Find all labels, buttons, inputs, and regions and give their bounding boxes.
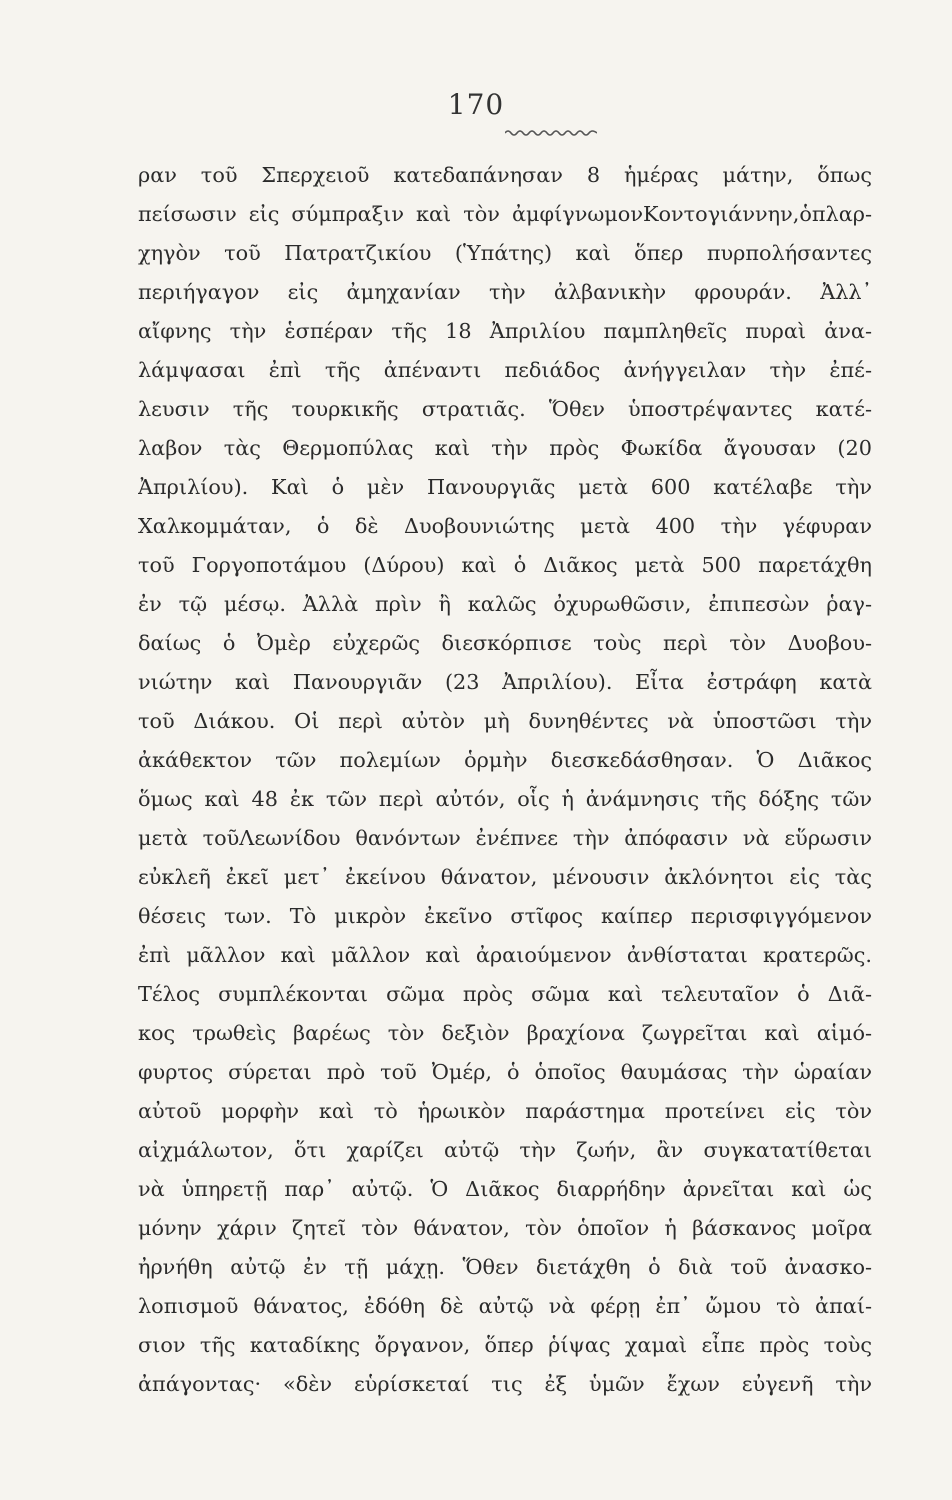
text-line: λάμψασαι ἐπὶ τῆς ἀπέναντι πεδιάδος ἀνήγγειλαν τὴν ἐπέ-: [138, 358, 872, 382]
text-line: λοπισμοῦ θάνατος, ἐδόθη δὲ αὐτῷ νὰ φέρῃ ἐπ᾽ ὤμου τὸ ἀπαί-: [138, 1294, 872, 1318]
text-line: μετὰ τοῦΛεωνίδου θανόντων ἐνέπνεε τὴν ἀπόφασιν νὰ εὕρωσιν: [138, 826, 872, 850]
text-line: εὐκλεῆ ἐκεῖ μετ᾽ ἐκείνου θάνατον, μένουσιν ἀκλόνητοι εἰς τὰς: [138, 865, 872, 889]
text-line: λευσιν τῆς τουρκικῆς στρατιᾶς. Ὅθεν ὑποστρέψαντες κατέ-: [138, 397, 872, 421]
text-line: τοῦ Διάκου. Οἱ περὶ αὐτὸν μὴ δυνηθέντες νὰ ὑποστῶσι τὴν: [138, 709, 872, 733]
text-line: ἐν τῷ μέσῳ. Ἀλλὰ πρὶν ἢ καλῶς ὀχυρωθῶσιν, ἐπιπεσὼν ῥαγ-: [138, 592, 872, 616]
text-line: σιον τῆς καταδίκης ὄργανον, ὅπερ ῥίψας χαμαὶ εἶπε πρὸς τοὺς: [138, 1333, 872, 1357]
text-line: Ἀπριλίου). Καὶ ὁ μὲν Πανουργιᾶς μετὰ 600 κατέλαβε τὴν: [138, 475, 872, 499]
text-line: μόνην χάριν ζητεῖ τὸν θάνατον, τὸν ὁποῖον ἡ βάσκανος μοῖρα: [138, 1216, 872, 1240]
page-number: 170: [447, 88, 505, 121]
text-line: πείσωσιν εἰς σύμπραξιν καὶ τὸν ἀμφίγνωμονΚοντογιάννην,ὁπλαρ-: [138, 202, 872, 226]
text-line: δαίως ὁ Ὀμὲρ εὐχερῶς διεσκόρπισε τοὺς περὶ τὸν Δυοβου-: [138, 631, 872, 655]
text-line: θέσεις των. Τὸ μικρὸν ἐκεῖνο στῖφος καίπερ περισφιγγόμενον: [138, 904, 872, 928]
text-line: λαβον τὰς Θερμοπύλας καὶ τὴν πρὸς Φωκίδα ἄγουσαν (20: [138, 436, 872, 460]
text-line: ραν τοῦ Σπερχειοῦ κατεδαπάνησαν 8 ἡμέρας μάτην, ὅπως: [138, 163, 872, 187]
text-line: νιώτην καὶ Πανουργιᾶν (23 Ἀπριλίου). Εἶτα ἐστράφη κατὰ: [138, 670, 872, 694]
text-line: ὅμως καὶ 48 ἐκ τῶν περὶ αὐτόν, οἷς ἡ ἀνάμνησις τῆς δόξης τῶν: [138, 787, 872, 811]
text-line: τοῦ Γοργοποτάμου (Δύρου) καὶ ὁ Διᾶκος μετὰ 500 παρετάχθη: [138, 553, 872, 577]
body-text: [138, 156, 872, 1404]
text-line: κος τρωθεὶς βαρέως τὸν δεξιὸν βραχίονα ζωγρεῖται καὶ αἱμό-: [138, 1021, 872, 1045]
text-line: αὐτοῦ μορφὴν καὶ τὸ ἡρωικὸν παράστημα προτείνει εἰς τὸν: [138, 1099, 872, 1123]
text-line: Τέλος συμπλέκονται σῶμα πρὸς σῶμα καὶ τελευταῖον ὁ Διᾶ-: [138, 982, 872, 1006]
text-line: αἰχμάλωτον, ὅτι χαρίζει αὐτῷ τὴν ζωήν, ἂν συγκατατίθεται: [138, 1138, 872, 1162]
text-line: ἀκάθεκτον τῶν πολεμίων ὁρμὴν διεσκεδάσθησαν. Ὁ Διᾶκος: [138, 748, 872, 772]
ornament-rule: [505, 128, 597, 138]
text-line: χηγὸν τοῦ Πατρατζικίου (Ὑπάτης) καὶ ὅπερ πυρπολήσαντες: [138, 241, 872, 265]
text-line: ἠρνήθη αὐτῷ ἐν τῇ μάχῃ. Ὅθεν διετάχθη ὁ διὰ τοῦ ἀνασκο-: [138, 1255, 872, 1279]
text-line: ἀπάγοντας· «δὲν εὑρίσκεταί τις ἐξ ὑμῶν ἔχων εὐγενῆ τὴν: [138, 1372, 872, 1396]
text-line: περιήγαγον εἰς ἀμηχανίαν τὴν ἀλβανικὴν φρουράν. Ἀλλ᾽: [138, 280, 872, 304]
text-line: Χαλκομμάταν, ὁ δὲ Δυοβουνιώτης μετὰ 400 τὴν γέφυραν: [138, 514, 872, 538]
text-line: νὰ ὑπηρετῇ παρ᾽ αὐτῷ. Ὁ Διᾶκος διαρρήδην ἀρνεῖται καὶ ὡς: [138, 1177, 872, 1201]
text-line: φυρτος σύρεται πρὸ τοῦ Ὀμέρ, ὁ ὁποῖος θαυμάσας τὴν ὡραίαν: [138, 1060, 872, 1084]
text-line: αἴφνης τὴν ἑσπέραν τῆς 18 Ἀπριλίου παμπληθεῖς πυραὶ ἀνα-: [138, 319, 872, 343]
text-line: ἐπὶ μᾶλλον καὶ μᾶλλον καὶ ἀραιούμενον ἀνθίσταται κρατερῶς.: [138, 943, 872, 967]
